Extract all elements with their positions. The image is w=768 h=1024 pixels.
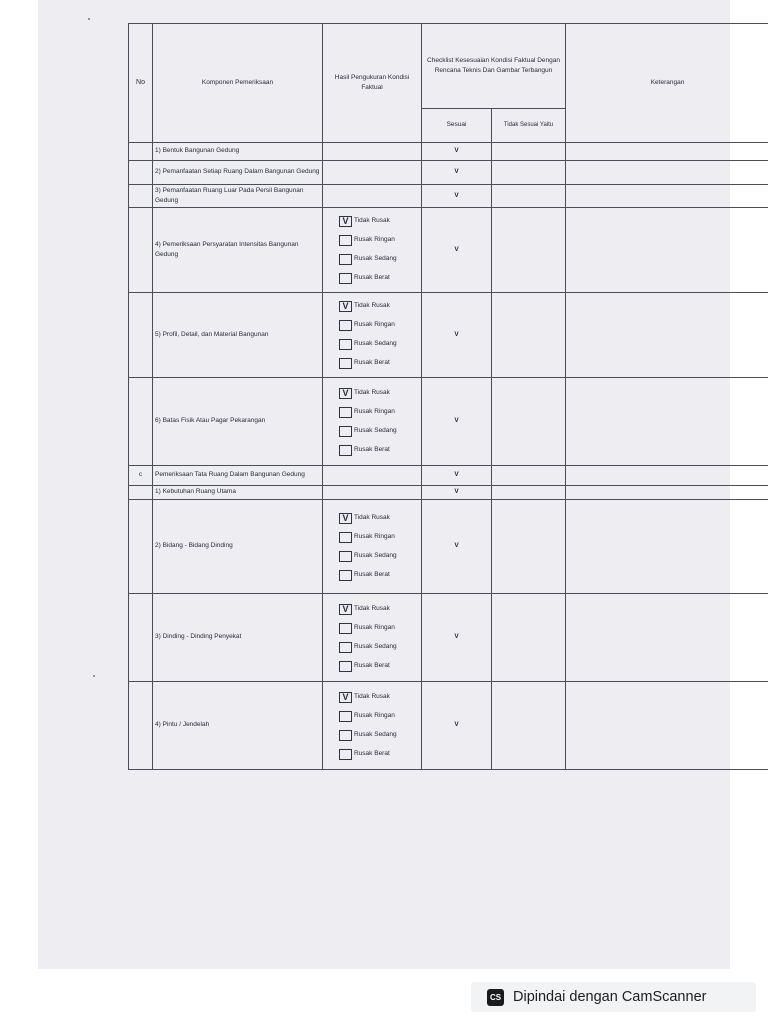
condition-option <box>339 566 419 585</box>
condition-label: Rusak Ringan <box>354 623 395 631</box>
row-tidak-sesuai <box>492 594 566 682</box>
condition-option <box>339 335 419 354</box>
checkbox: V <box>339 604 352 615</box>
condition-option <box>339 269 419 288</box>
table-body <box>129 143 768 770</box>
row-sesuai-tick: V <box>422 486 492 500</box>
row-tidak-sesuai <box>492 185 566 208</box>
table-row <box>129 208 768 293</box>
condition-checklist <box>325 384 419 460</box>
condition-checklist <box>325 600 419 676</box>
row-sesuai-tick: V <box>422 293 492 378</box>
condition-option <box>339 403 419 422</box>
condition-label: Rusak Berat <box>354 359 390 367</box>
row-keterangan <box>566 185 768 208</box>
condition-label: Rusak Ringan <box>354 407 395 415</box>
row-sesuai-tick: V <box>422 466 492 486</box>
row-no <box>129 161 153 185</box>
table-row <box>129 161 768 185</box>
condition-option <box>339 726 419 745</box>
condition-checklist <box>325 212 419 288</box>
row-keterangan <box>566 594 768 682</box>
checkbox <box>339 426 352 437</box>
row-no <box>129 682 153 770</box>
row-hasil <box>323 208 422 293</box>
condition-option <box>339 316 419 335</box>
condition-label: Tidak Rusak <box>354 388 390 396</box>
row-hasil <box>323 682 422 770</box>
condition-option <box>339 231 419 250</box>
row-no <box>129 500 153 594</box>
checkbox <box>339 661 352 672</box>
header-tidak-sesuai: Tidak Sesuai Yaitu <box>492 109 566 143</box>
table-row <box>129 466 768 486</box>
condition-label: Rusak Sedang <box>354 340 397 348</box>
checkbox <box>339 623 352 634</box>
row-hasil <box>323 500 422 594</box>
row-sesuai-tick: V <box>422 682 492 770</box>
condition-label: Rusak Berat <box>354 661 390 669</box>
row-keterangan <box>566 208 768 293</box>
row-sesuai-tick: V <box>422 500 492 594</box>
row-keterangan <box>566 500 768 594</box>
row-keterangan <box>566 466 768 486</box>
condition-option <box>339 528 419 547</box>
condition-label: Rusak Ringan <box>354 321 395 329</box>
table-row <box>129 486 768 500</box>
checkbox <box>339 320 352 331</box>
condition-label: Tidak Rusak <box>354 217 390 225</box>
row-tidak-sesuai <box>492 486 566 500</box>
row-label: Pemeriksaan Tata Ruang Dalam Bangunan Gedung <box>153 466 323 486</box>
checkbox <box>339 711 352 722</box>
row-label: 1) Bentuk Bangunan Gedung <box>153 143 323 161</box>
table-row <box>129 682 768 770</box>
row-no <box>129 293 153 378</box>
condition-label: Rusak Ringan <box>354 532 395 540</box>
checkbox <box>339 642 352 653</box>
row-label: 2) Pemanfaatan Setiap Ruang Dalam Bangunan Gedung <box>153 161 323 185</box>
row-tidak-sesuai <box>492 682 566 770</box>
row-keterangan <box>566 143 768 161</box>
condition-option <box>339 707 419 726</box>
paper-speck <box>88 18 90 20</box>
row-hasil <box>323 486 422 500</box>
header-sesuai: Sesuai <box>422 109 492 143</box>
row-hasil <box>323 185 422 208</box>
row-sesuai-tick: V <box>422 161 492 185</box>
condition-label: Tidak Rusak <box>354 692 390 700</box>
table-row <box>129 185 768 208</box>
condition-label: Rusak Sedang <box>354 551 397 559</box>
condition-option <box>339 441 419 460</box>
row-hasil <box>323 594 422 682</box>
row-label: 4) Pintu / Jendelah <box>153 682 323 770</box>
row-no: c <box>129 466 153 486</box>
checkbox <box>339 749 352 760</box>
condition-option <box>339 547 419 566</box>
condition-option <box>339 509 419 528</box>
row-hasil <box>323 378 422 466</box>
row-hasil <box>323 293 422 378</box>
row-tidak-sesuai <box>492 161 566 185</box>
table-row <box>129 293 768 378</box>
row-keterangan <box>566 161 768 185</box>
condition-checklist <box>325 509 419 585</box>
header-hasil: Hasil Pengukuran Kondisi Faktual <box>323 24 422 143</box>
condition-label: Rusak Sedang <box>354 255 397 263</box>
row-hasil <box>323 466 422 486</box>
checkbox: V <box>339 692 352 703</box>
condition-label: Rusak Sedang <box>354 642 397 650</box>
header-no: No <box>129 24 153 143</box>
row-keterangan <box>566 293 768 378</box>
row-no <box>129 594 153 682</box>
condition-checklist <box>325 688 419 764</box>
condition-option <box>339 212 419 231</box>
checkbox <box>339 273 352 284</box>
condition-label: Rusak Berat <box>354 445 390 453</box>
checkbox <box>339 339 352 350</box>
condition-option <box>339 657 419 676</box>
row-keterangan <box>566 378 768 466</box>
row-sesuai-tick: V <box>422 185 492 208</box>
row-hasil <box>323 143 422 161</box>
condition-label: Rusak Berat <box>354 749 390 757</box>
row-sesuai-tick: V <box>422 378 492 466</box>
header-checklist: Checklist Kesesuaian Kondisi Faktual Dengan Rencana Teknis Dan Gambar Terbangun <box>422 24 566 109</box>
condition-label: Rusak Berat <box>354 274 390 282</box>
row-sesuai-tick: V <box>422 143 492 161</box>
row-label: 5) Profil, Detail, dan Material Bangunan <box>153 293 323 378</box>
checkbox <box>339 235 352 246</box>
row-no <box>129 486 153 500</box>
condition-checklist <box>325 297 419 373</box>
condition-option <box>339 688 419 707</box>
condition-option <box>339 422 419 441</box>
checkbox: V <box>339 513 352 524</box>
condition-label: Rusak Sedang <box>354 730 397 738</box>
checkbox: V <box>339 301 352 312</box>
condition-option <box>339 384 419 403</box>
row-tidak-sesuai <box>492 143 566 161</box>
row-sesuai-tick: V <box>422 208 492 293</box>
row-no <box>129 185 153 208</box>
table-row <box>129 594 768 682</box>
row-label: 2) Bidang - Bidang Dinding <box>153 500 323 594</box>
checkbox <box>339 254 352 265</box>
row-no <box>129 378 153 466</box>
row-keterangan <box>566 486 768 500</box>
condition-label: Tidak Rusak <box>354 513 390 521</box>
row-label: 3) Dinding - Dinding Penyekat <box>153 594 323 682</box>
table-row <box>129 143 768 161</box>
condition-label: Rusak Ringan <box>354 236 395 244</box>
row-tidak-sesuai <box>492 293 566 378</box>
table-row <box>129 500 768 594</box>
checkbox <box>339 730 352 741</box>
checkbox <box>339 407 352 418</box>
condition-option <box>339 638 419 657</box>
row-keterangan <box>566 682 768 770</box>
checkbox <box>339 532 352 543</box>
camscanner-logo-icon: CS <box>487 989 504 1006</box>
checkbox: V <box>339 388 352 399</box>
row-label: 6) Batas Fisik Atau Pagar Pekarangan <box>153 378 323 466</box>
row-label: 3) Pemanfaatan Ruang Luar Pada Persil Bangunan Gedung <box>153 185 323 208</box>
paper-speck <box>93 675 95 677</box>
condition-option <box>339 250 419 269</box>
checkbox <box>339 570 352 581</box>
row-no <box>129 143 153 161</box>
row-tidak-sesuai <box>492 500 566 594</box>
row-tidak-sesuai <box>492 208 566 293</box>
header-komponen: Komponen Pemeriksaan <box>153 24 323 143</box>
condition-option <box>339 600 419 619</box>
condition-option <box>339 297 419 316</box>
condition-label: Tidak Rusak <box>354 302 390 310</box>
row-sesuai-tick: V <box>422 594 492 682</box>
condition-option <box>339 354 419 373</box>
camscanner-badge <box>471 982 756 1012</box>
condition-option <box>339 619 419 638</box>
row-label: 1) Kebutuhan Ruang Utama <box>153 486 323 500</box>
table-row <box>129 378 768 466</box>
row-no <box>129 208 153 293</box>
inspection-table <box>128 23 768 770</box>
checkbox <box>339 358 352 369</box>
row-label: 4) Pemeriksaan Persyaratan Intensitas Bangunan Gedung <box>153 208 323 293</box>
row-hasil <box>323 161 422 185</box>
checkbox <box>339 551 352 562</box>
condition-label: Tidak Rusak <box>354 604 390 612</box>
condition-option <box>339 745 419 764</box>
condition-label: Rusak Berat <box>354 570 390 578</box>
camscanner-text: Dipindai dengan CamScanner <box>513 989 707 1005</box>
checkbox <box>339 445 352 456</box>
checkbox: V <box>339 216 352 227</box>
header-keterangan: Keterangan <box>566 24 768 143</box>
condition-label: Rusak Sedang <box>354 426 397 434</box>
condition-label: Rusak Ringan <box>354 711 395 719</box>
row-tidak-sesuai <box>492 378 566 466</box>
row-tidak-sesuai <box>492 466 566 486</box>
